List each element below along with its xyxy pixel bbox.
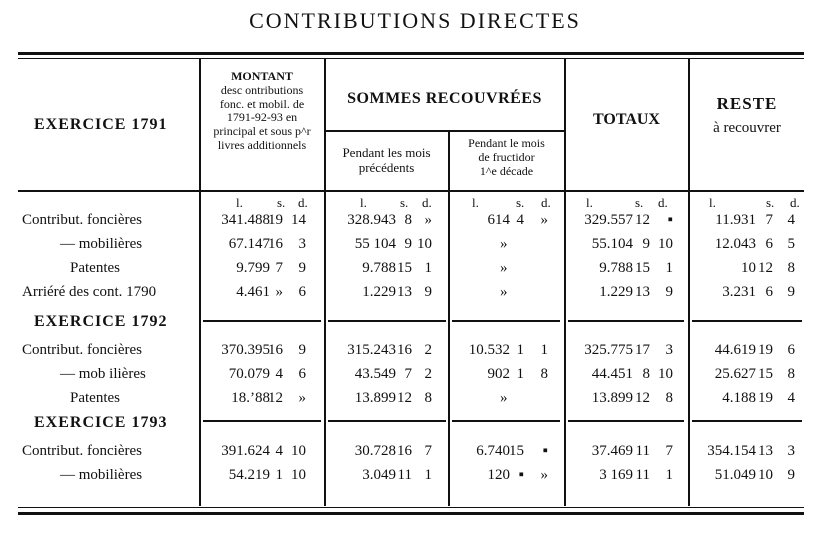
cell-sous: 7 (765, 212, 773, 228)
cell-deniers: 7 (665, 443, 673, 459)
cell-deniers: » (540, 212, 548, 228)
cell-sous: 19 (758, 342, 773, 358)
cell-livres: 11.931 (715, 212, 756, 228)
unit-label: d. (790, 195, 800, 210)
cell-livres: 25.627 (714, 366, 756, 382)
cell-livres: 44.451 (591, 366, 633, 382)
cell-deniers: 9 (665, 284, 673, 300)
cell-deniers: 10 (291, 467, 306, 483)
cell-sous: 19 (268, 212, 283, 228)
cell-livres: 1.229 (599, 284, 633, 300)
cell-livres: 13.899 (354, 390, 396, 406)
cell-livres: 18.’88 (231, 390, 270, 406)
row-label: — mobilières (60, 236, 143, 252)
cell-deniers: » (298, 390, 306, 406)
cell-sous: 12 (397, 390, 412, 406)
cell-deniers: 9 (298, 260, 306, 276)
sep-1792 (328, 320, 446, 322)
cell-sous: 16 (268, 236, 283, 252)
cell-livres: 67.147 (228, 236, 270, 252)
cell-deniers: 8 (665, 390, 673, 406)
cell-sous: 9 (642, 236, 650, 252)
cell-livres: 391.624 (221, 443, 270, 459)
cell-deniers: 10 (417, 236, 432, 252)
row-label: Patentes (70, 390, 120, 406)
cell-livres: 12.043 (714, 236, 756, 252)
sep-1793 (328, 420, 446, 422)
cell-sous: ▪ (518, 467, 524, 483)
cell-deniers: 3 (787, 443, 795, 459)
cell-deniers: 9 (787, 467, 795, 483)
cell-sous: 12 (635, 390, 650, 406)
sep-1792 (203, 320, 321, 322)
cell-livres: 9.788 (362, 260, 396, 276)
section-label: EXERCICE 1792 (34, 313, 168, 330)
cell-sous: 16 (268, 342, 283, 358)
cell-sous: 15 (758, 366, 773, 382)
cell-deniers: » (540, 467, 548, 483)
cell-sous: 7 (275, 260, 283, 276)
cell-livres: 341.488 (221, 212, 270, 228)
header-fructidor: Pendant le mois de fructidor 1^e décade (468, 136, 545, 178)
unit-label: s. (635, 195, 644, 210)
cell-livres: 370.395 (221, 342, 270, 358)
cell-livres: 10.532 (468, 342, 510, 358)
cell-livres: » (500, 284, 508, 300)
cell-deniers: 2 (424, 342, 432, 358)
cell-sous: 6 (765, 236, 773, 252)
cell-sous: 8 (642, 366, 650, 382)
cell-livres: 6.740 (476, 443, 510, 459)
cell-livres: 614 (487, 212, 510, 228)
cell-deniers: 8 (540, 366, 548, 382)
unit-label: s. (400, 195, 409, 210)
cell-sous: 12 (268, 390, 283, 406)
header-bottom-rule (18, 190, 804, 192)
cell-livres: 325.775 (584, 342, 633, 358)
cell-deniers: 14 (291, 212, 306, 228)
cell-sous: 13 (635, 284, 650, 300)
header-reste: RESTE à recouvrer (713, 94, 781, 136)
sep-1792 (692, 320, 802, 322)
cell-sous: 11 (635, 443, 650, 459)
cell-deniers: 7 (424, 443, 432, 459)
cell-sous: 15 (509, 443, 524, 459)
cell-livres: 3.231 (722, 284, 756, 300)
cell-deniers: 1 (424, 260, 432, 276)
bottom-rule-thick (18, 512, 804, 515)
cell-livres: 30.728 (354, 443, 396, 459)
row-label: — mob ilières (60, 366, 146, 382)
cell-livres: 120 (487, 467, 510, 483)
cell-livres: 55.104 (591, 236, 633, 252)
cell-deniers: 1 (665, 260, 673, 276)
unit-label: l. (360, 195, 367, 210)
cell-sous: 13 (758, 443, 773, 459)
unit-label: d. (658, 195, 668, 210)
cell-livres: 9.799 (236, 260, 270, 276)
cell-livres: 13.899 (591, 390, 633, 406)
unit-label: l. (236, 195, 243, 210)
sep-1793 (568, 420, 684, 422)
cell-sous: 11 (397, 467, 412, 483)
cell-sous: 17 (635, 342, 650, 358)
sep-1793 (203, 420, 321, 422)
cell-sous: 15 (635, 260, 650, 276)
cell-sous: 10 (758, 467, 773, 483)
row-label: Contribut. foncières (22, 212, 142, 228)
cell-deniers: ▪ (542, 443, 548, 459)
row-label: — mobilières (60, 467, 143, 483)
unit-label: s. (766, 195, 775, 210)
sep-1793 (692, 420, 802, 422)
cell-deniers: 9 (298, 342, 306, 358)
cell-livres: 4.188 (722, 390, 756, 406)
cell-sous: 4 (275, 366, 283, 382)
row-label: Contribut. foncières (22, 342, 142, 358)
unit-label: l. (472, 195, 479, 210)
cell-livres: 315.243 (347, 342, 396, 358)
cell-livres: 10 (741, 260, 756, 276)
cell-sous: » (275, 284, 283, 300)
cell-deniers: 5 (787, 236, 795, 252)
cell-livres: 3.049 (362, 467, 396, 483)
cell-deniers: 1 (540, 342, 548, 358)
cell-deniers: » (424, 212, 432, 228)
cell-deniers: 8 (787, 366, 795, 382)
sep-1792 (452, 320, 560, 322)
cell-livres: 51.049 (714, 467, 756, 483)
header-exercice-1791: EXERCICE 1791 (34, 116, 168, 133)
cell-deniers: 8 (787, 260, 795, 276)
top-rule-thick (18, 52, 804, 55)
header-montant: MONTANT desc ontributions fonc. et mobil. de 1791-92-93 en principal et sous p^r livres additionnels (213, 69, 311, 152)
cell-livres: » (500, 390, 508, 406)
cell-deniers: 10 (658, 236, 673, 252)
cell-sous: 4 (275, 443, 283, 459)
cell-sous: 19 (758, 390, 773, 406)
cell-sous: 6 (765, 284, 773, 300)
cell-deniers: 9 (787, 284, 795, 300)
bottom-rule-thin (18, 507, 804, 508)
cell-sous: 12 (758, 260, 773, 276)
sommes-subrule (325, 130, 564, 132)
cell-sous: 16 (397, 443, 412, 459)
unit-label: l. (586, 195, 593, 210)
row-label: Contribut. foncières (22, 443, 142, 459)
unit-label: s. (277, 195, 286, 210)
cell-sous: 12 (635, 212, 650, 228)
cell-sous: 9 (404, 236, 412, 252)
sep-1793 (452, 420, 560, 422)
cell-sous: 1 (275, 467, 283, 483)
header-sommes: SOMMES RECOUVRÉES (347, 90, 542, 107)
top-rule-thin (18, 58, 804, 59)
cell-livres: 55 104 (354, 236, 396, 252)
cell-deniers: 8 (424, 390, 432, 406)
unit-label: d. (422, 195, 432, 210)
section-label: EXERCICE 1793 (34, 414, 168, 431)
cell-livres: 354.154 (707, 443, 756, 459)
header-precedents: Pendant les mois précédents (342, 145, 431, 175)
cell-sous: 1 (516, 342, 524, 358)
sep-1792 (568, 320, 684, 322)
cell-livres: » (500, 236, 508, 252)
cell-livres: 37.469 (591, 443, 633, 459)
cell-sous: 1 (516, 366, 524, 382)
cell-deniers: 1 (665, 467, 673, 483)
unit-label: s. (516, 195, 525, 210)
cell-deniers: 10 (291, 443, 306, 459)
cell-deniers: 3 (665, 342, 673, 358)
cell-deniers: 4 (787, 390, 795, 406)
cell-deniers: 3 (298, 236, 306, 252)
cell-deniers: 6 (298, 366, 306, 382)
cell-sous: 8 (404, 212, 412, 228)
cell-sous: 15 (397, 260, 412, 276)
cell-deniers: 1 (424, 467, 432, 483)
cell-sous: 7 (404, 366, 412, 382)
cell-deniers: 10 (658, 366, 673, 382)
header-totaux: TOTAUX (593, 111, 660, 128)
page-title: CONTRIBUTIONS DIRECTES (249, 8, 581, 33)
unit-label: d. (541, 195, 551, 210)
cell-livres: 902 (487, 366, 510, 382)
cell-deniers: 6 (298, 284, 306, 300)
cell-livres: 54.219 (228, 467, 270, 483)
unit-label: l. (709, 195, 716, 210)
cell-livres: 4.461 (236, 284, 270, 300)
cell-deniers: 4 (787, 212, 795, 228)
cell-deniers: 2 (424, 366, 432, 382)
cell-deniers: 9 (424, 284, 432, 300)
cell-livres: 3 169 (599, 467, 633, 483)
cell-sous: 16 (397, 342, 412, 358)
cell-sous: 13 (397, 284, 412, 300)
cell-livres: 70.079 (228, 366, 270, 382)
cell-deniers: ▪ (667, 212, 673, 228)
cell-livres: 329.557 (584, 212, 633, 228)
col-rule-2 (324, 58, 326, 506)
cell-sous: 11 (635, 467, 650, 483)
unit-label: d. (298, 195, 308, 210)
cell-livres: 9.788 (599, 260, 633, 276)
cell-deniers: 6 (787, 342, 795, 358)
cell-livres: 43.549 (354, 366, 396, 382)
row-label: Patentes (70, 260, 120, 276)
cell-sous: 4 (516, 212, 524, 228)
cell-livres: » (500, 260, 508, 276)
col-rule-3 (448, 130, 450, 506)
row-label: Arriéré des cont. 1790 (22, 284, 157, 300)
cell-livres: 44.619 (714, 342, 756, 358)
cell-livres: 328.943 (347, 212, 396, 228)
cell-livres: 1.229 (362, 284, 396, 300)
